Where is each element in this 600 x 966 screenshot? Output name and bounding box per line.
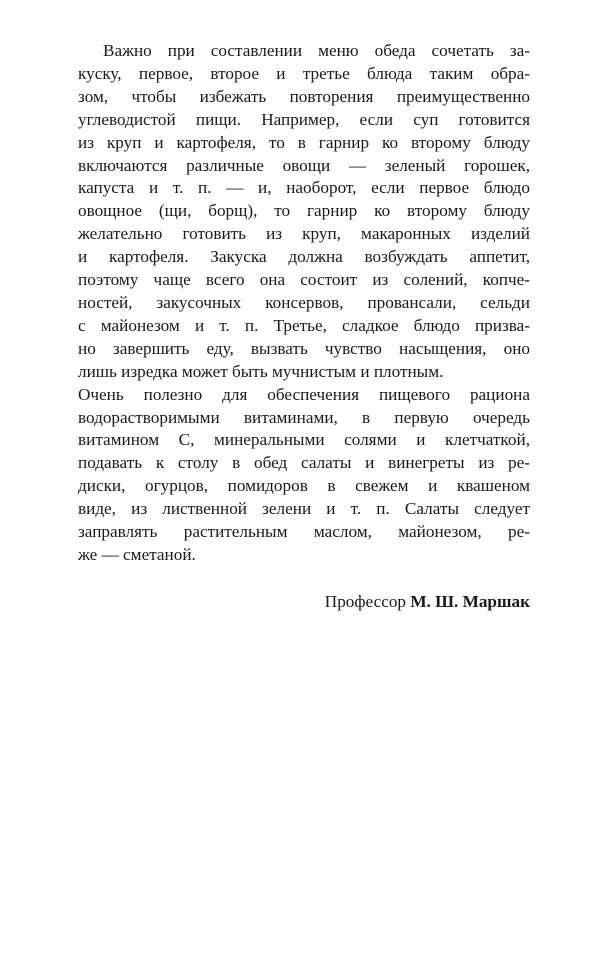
text-line: капуста и т. п. — и, наоборот, если первое блюдо — [78, 178, 530, 198]
text-line: поэтому чаще всего она состоит из солений, копче- — [78, 270, 530, 290]
document-page — [78, 40, 530, 613]
text-line: витамином С, минеральными солями и клетчаткой, — [78, 430, 530, 450]
text-line: виде, из лиственной зелени и т. п. Салаты следует — [78, 499, 530, 519]
text-line: но завершить еду, вызвать чувство насыщения, оно — [78, 338, 530, 358]
text-line: диски, огурцов, помидоров в свежем и квашеном — [78, 476, 530, 496]
text-line: и картофеля. Закуска должна возбуждать аппетит, — [78, 247, 530, 267]
text-line: заправлять растительным маслом, майонезом, ре- — [78, 522, 530, 542]
text-line: овощное (щи, борщ), то гарнир ко второму блюду — [78, 201, 530, 221]
text-line: из круп и картофеля, то в гарнир ко второму блюду — [78, 132, 530, 152]
signature — [78, 591, 530, 613]
text-line: зом, чтобы избежать повторения преимущественно — [78, 86, 530, 106]
text-line: ностей, закусочных консервов, провансали, сельди — [78, 292, 530, 312]
text-line: углеводистой пищи. Например, если суп готовится — [78, 109, 530, 129]
text-line: Важно при составлении меню обеда сочетать за- — [103, 41, 530, 60]
text-line: куску, первое, второе и третье блюда таким обра- — [78, 63, 530, 83]
text-line: с майонезом и т. п. Третье, сладкое блюдо призва- — [78, 315, 530, 335]
text-line: подавать к столу в обед салаты и винегреты из ре- — [78, 453, 530, 473]
text-line: водорастворимыми витаминами, в первую очередь — [78, 407, 530, 427]
text-line: Очень полезно для обеспечения пищевого рациона — [78, 384, 530, 404]
signature-title: Профессор — [324, 591, 407, 611]
text-line: лишь изредка может быть мучнистым и плотным. — [78, 361, 444, 381]
signature-author: М. Ш. Маршак — [410, 591, 530, 611]
text-line: включаются различные овощи — зеленый горошек, — [78, 155, 530, 175]
text-line: желательно готовить из круп, макаронных изделий — [78, 224, 530, 244]
text-line: же — сметаной. — [78, 544, 196, 564]
body-text — [78, 40, 530, 567]
